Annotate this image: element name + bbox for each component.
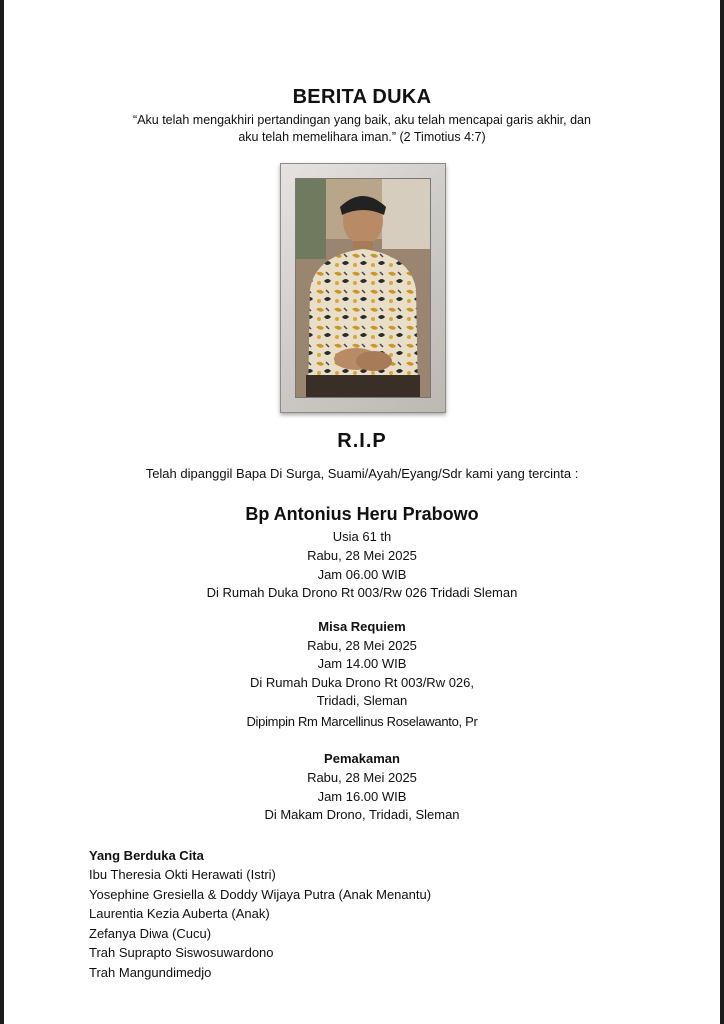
burial-time: Jam 16.00 WIB xyxy=(317,789,407,804)
misa-place-line-2: Tridadi, Sleman xyxy=(316,693,408,708)
deceased-age: Usia 61 th xyxy=(332,529,392,544)
burial-date: Rabu, 28 Mei 2025 xyxy=(307,770,417,785)
burial-title: Pemakaman xyxy=(324,751,400,766)
bible-quote xyxy=(100,112,624,146)
list-item: Trah Mangundimedjo xyxy=(89,964,212,980)
list-item: Ibu Theresia Okti Herawati (Istri) xyxy=(89,867,276,882)
page-title: BERITA DUKA xyxy=(292,86,432,108)
portrait-frame xyxy=(280,163,446,413)
list-item: Zefanya Diwa (Cucu) xyxy=(89,925,212,941)
list-item: Yosephine Gresiella & Doddy Wijaya Putra (Anak Menantu) xyxy=(89,886,432,902)
deceased-date: Rabu, 28 Mei 2025 xyxy=(307,548,417,563)
quote-line-1: “Aku telah mengakhiri pertandingan yang baik, aku telah mencapai garis akhir, dan xyxy=(133,113,591,127)
portrait-photo xyxy=(295,178,431,398)
misa-time: Jam 14.00 WIB xyxy=(317,656,407,671)
misa-led-by: Dipimpin Rm Marcellinus Roselawanto, Pr xyxy=(246,714,478,729)
called-text: Telah dipanggil Bapa Di Surga, Suami/Ayah/Eyang/Sdr kami yang tercinta : xyxy=(145,466,579,481)
deceased-time: Jam 06.00 WIB xyxy=(317,567,407,582)
deceased-place: Di Rumah Duka Drono Rt 003/Rw 026 Tridadi Sleman xyxy=(206,585,518,600)
list-item: Laurentia Kezia Auberta (Anak) xyxy=(89,906,270,921)
misa-date: Rabu, 28 Mei 2025 xyxy=(307,638,417,653)
mourners-list xyxy=(89,846,649,982)
rip-heading: R.I.P xyxy=(337,430,387,452)
mourners-title: Yang Berduka Cita xyxy=(89,848,204,863)
misa-place-line-1: Di Rumah Duka Drono Rt 003/Rw 026, xyxy=(250,675,474,690)
quote-line-2: aku telah memelihara iman.” (2 Timotius 4:7) xyxy=(238,130,486,144)
deceased-name: Bp Antonius Heru Prabowo xyxy=(245,504,479,524)
burial-place: Di Makam Drono, Tridadi, Sleman xyxy=(264,807,460,822)
list-item: Trah Suprapto Siswosuwardono xyxy=(89,945,274,960)
misa-title: Misa Requiem xyxy=(318,619,406,634)
